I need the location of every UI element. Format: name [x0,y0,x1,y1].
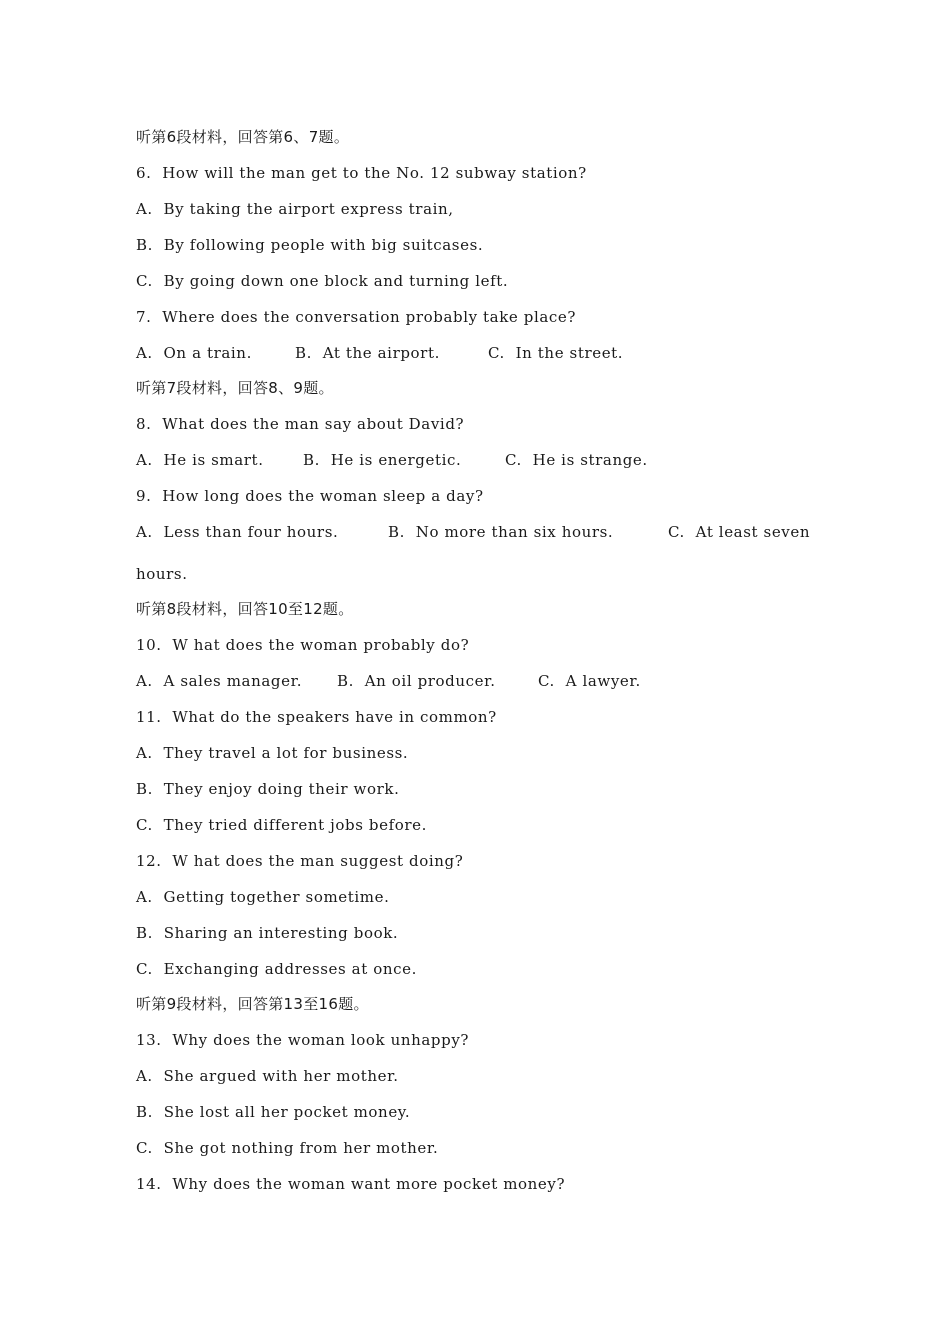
question-6-option-a: A. By taking the airport express train, [136,200,454,218]
question-6-stem: 6. How will the man get to the No. 12 subway station? [136,164,587,182]
question-7-option-a: A. On a train. [136,344,252,362]
question-9-option-c: C. At least seven [668,523,811,541]
question-10-option-c: C. A lawyer. [538,672,641,690]
question-13-option-a: A. She argued with her mother. [136,1067,399,1085]
question-10-stem: 10. W hat does the woman probably do? [136,636,470,654]
question-9-option-a: A. Less than four hours. [136,523,339,541]
question-11-option-c: C. They tried different jobs before. [136,816,427,834]
question-9-option-c-continued: hours. [136,565,188,583]
question-10-option-b: B. An oil producer. [337,672,496,690]
question-14-stem: 14. Why does the woman want more pocket money? [136,1175,566,1193]
question-6-option-c: C. By going down one block and turning left. [136,272,509,290]
question-13-stem: 13. Why does the woman look unhappy? [136,1031,470,1049]
section-7-heading: 听第7段材料，回答8、9题。 [136,379,334,397]
question-9-option-b: B. No more than six hours. [388,523,614,541]
section-6-heading: 听第6段材料，回答第6、7题。 [136,128,350,146]
question-12-option-c: C. Exchanging addresses at once. [136,960,417,978]
question-13-option-c: C. She got nothing from her mother. [136,1139,439,1157]
question-11-stem: 11. What do the speakers have in common? [136,708,497,726]
question-10-option-a: A. A sales manager. [136,672,303,690]
question-7-option-b: B. At the airport. [295,344,440,362]
question-8-option-a: A. He is smart. [136,451,264,469]
section-8-heading: 听第8段材料，回答10至12题。 [136,600,354,618]
question-13-option-b: B. She lost all her pocket money. [136,1103,411,1121]
question-11-option-a: A. They travel a lot for business. [136,744,409,762]
question-8-stem: 8. What does the man say about David? [136,415,465,433]
question-12-stem: 12. W hat does the man suggest doing? [136,852,464,870]
question-7-option-c: C. In the street. [488,344,624,362]
question-9-stem: 9. How long does the woman sleep a day? [136,487,484,505]
question-7-stem: 7. Where does the conversation probably take place? [136,308,577,326]
question-12-option-a: A. Getting together sometime. [136,888,390,906]
section-9-heading: 听第9段材料，回答第13至16题。 [136,995,369,1013]
question-11-option-b: B. They enjoy doing their work. [136,780,400,798]
question-6-option-b: B. By following people with big suitcases. [136,236,484,254]
question-8-option-c: C. He is strange. [505,451,648,469]
question-12-option-b: B. Sharing an interesting book. [136,924,399,942]
question-8-option-b: B. He is energetic. [303,451,462,469]
